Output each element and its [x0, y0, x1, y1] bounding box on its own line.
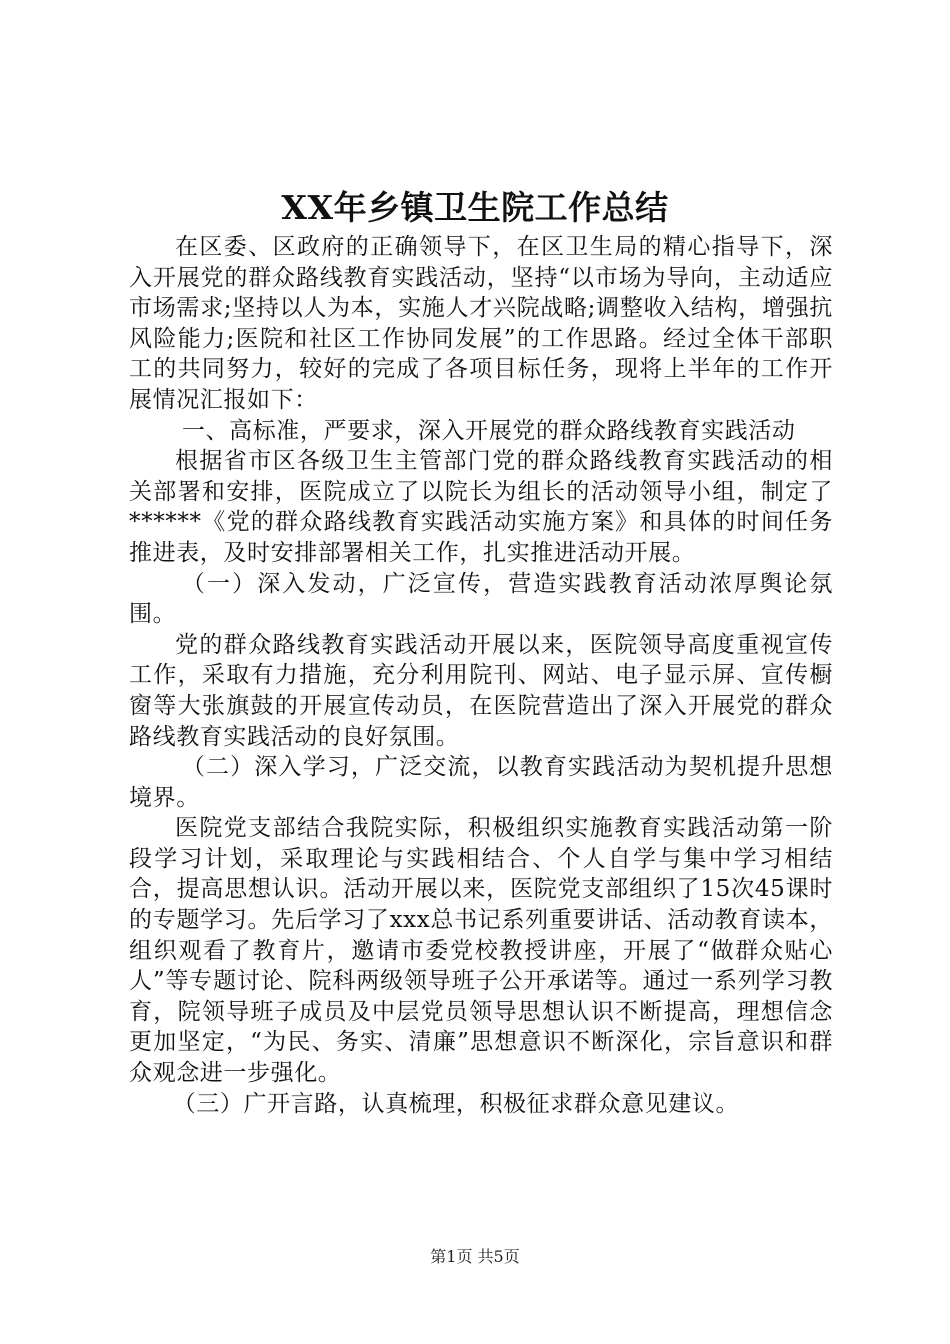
document-title: XX年乡镇卫生院工作总结 [281, 188, 669, 227]
subsection-heading-3: （三）广开言路，认真梳理，积极征求群众意见建议。 [172, 1090, 740, 1117]
section-1-paragraph: 根据省市区各级卫生主管部门党的群众路线教育实践活动的相关部署和安排，医院成立了以院长为组长的活动领导小组，制定了******《党的群众路线教育实践活动实施方案》和具体的时间任务推进表，及时安排部署相关工作，扎实推进活动开展。 [129, 448, 833, 566]
section-heading-1: 一、高标准，严要求，深入开展党的群众路线教育实践活动 [181, 417, 796, 444]
subsection-1-paragraph: 党的群众路线教育实践活动开展以来，医院领导高度重视宣传工作，采取有力措施，充分利用院刊、网站、电子显示屏、宣传橱窗等大张旗鼓的开展宣传动员，在医院营造出了深入开展党的群众路线教育实践活动的良好氛围。 [129, 631, 833, 750]
document-body [129, 232, 833, 1119]
subsection-heading-2: （二）深入学习，广泛交流，以教育实践活动为契机提升思想境界。 [129, 754, 833, 811]
subsection-heading-1: （一）深入发动，广泛宣传，营造实践教育活动浓厚舆论氛围。 [129, 570, 833, 628]
page-footer: 第1页 共5页 [430, 1247, 520, 1266]
subsection-2-paragraph: 医院党支部结合我院实际，积极组织实施教育实践活动第一阶段学习计划，采取理论与实践相结合、个人自学与集中学习相结合，提高思想认识。活动开展以来，医院党支部组织了15次45课时的专题学习。先后学习了xxx总书记系列重要讲话、活动教育读本，组织观看了教育片，邀请市委党校教授讲座，开展了“做群众贴心人”等专题讨论、院科两级领导班子公开承诺等。通过一系列学习教育，院领导班子成员及中层党员领导思想认识不断提高，理想信念更加坚定，“为民、务实、清廉”思想意识不断深化，宗旨意识和群众观念进一步强化。 [129, 815, 833, 1087]
intro-paragraph: 在区委、区政府的正确领导下，在区卫生局的精心指导下，深入开展党的群众路线教育实践活动，坚持“以市场为导向，主动适应市场需求;坚持以人为本，实施人才兴院战略;调整收入结构，增强抗风险能力;医院和社区工作协同发展”的工作思路。经过全体干部职工的共同努力，较好的完成了各项目标任务，现将上半年的工作开展情况汇报如下： [129, 234, 833, 413]
